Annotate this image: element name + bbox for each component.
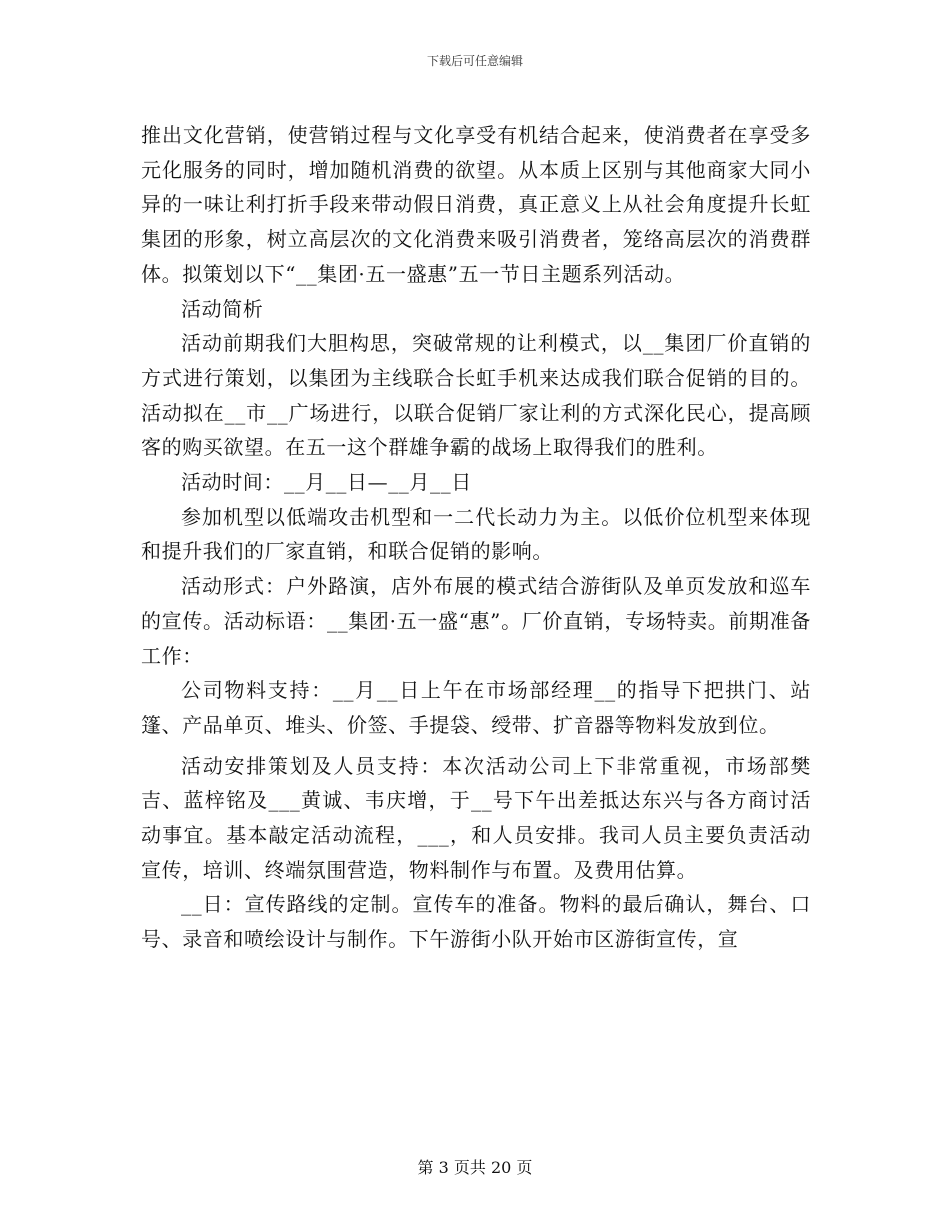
paragraph-schedule: __日：宣传路线的定制。宣传车的准备。物料的最后确认，舞台、口号、录音和喷绘设计与制作。下午游街小队开始市区游街宣传，宣 (141, 892, 811, 952)
paragraph-section-heading: 活动简析 (181, 296, 264, 321)
paragraph-intro: 推出文化营销，使营销过程与文化享受有机结合起来，使消费者在享受多元化服务的同时，增加随机消费的欲望。从本质上区别与其他商家大同小异的一味让利打折手段来带动假日消费，真正意义上从社会角度提升长虹集团的形象，树立高层次的文化消费来吸引消费者，笼络高层次的消费群体。拟策划以下“__集团·五一盛惠”五一节日主题系列活动。 (141, 123, 811, 286)
paragraph-format: 活动形式：户外路演，店外布展的模式结合游街队及单页发放和巡车的宣传。活动标语：__集团·五一盛“惠”。厂价直销，专场特卖。前期准备工作： (141, 574, 811, 668)
page-footer: 第 3 页共 20 页 (417, 1158, 533, 1177)
document-body (141, 118, 811, 957)
paragraph-materials: 公司物料支持：__月__日上午在市场部经理__的指导下把拱门、站篷、产品单页、堆头、价签、手提袋、绶带、扩音器等物料发放到位。 (141, 678, 811, 737)
paragraph-analysis: 活动前期我们大胆构思，突破常规的让利模式，以__集团厂价直销的方式进行策划，以集团为主线联合长虹手机来达成我们联合促销的目的。活动拟在__市__广场进行，以联合促销厂家让利的方式深化民心，提高顾客的购买欲望。在五一这个群雄争霸的战场上取得我们的胜利。 (141, 331, 811, 460)
page-header: 下载后可任意编辑 (426, 54, 523, 68)
paragraph-time: 活动时间：__月__日—__月__日 (181, 470, 472, 495)
paragraph-staffing: 活动安排策划及人员支持：本次活动公司上下非常重视，市场部樊吉、蓝梓铭及___黄诚、韦庆增，于__号下午出差抵达东兴与各方商讨活动事宜。基本敲定活动流程，___，和人员安排。我司人员主要负责活动宣传，培训、终端氛围营造，物料制作与布置。及费用估算。 (141, 753, 811, 882)
paragraph-models: 参加机型以低端攻击机型和一二代长动力为主。以低价位机型来体现和提升我们的厂家直销，和联合促销的影响。 (141, 504, 811, 564)
